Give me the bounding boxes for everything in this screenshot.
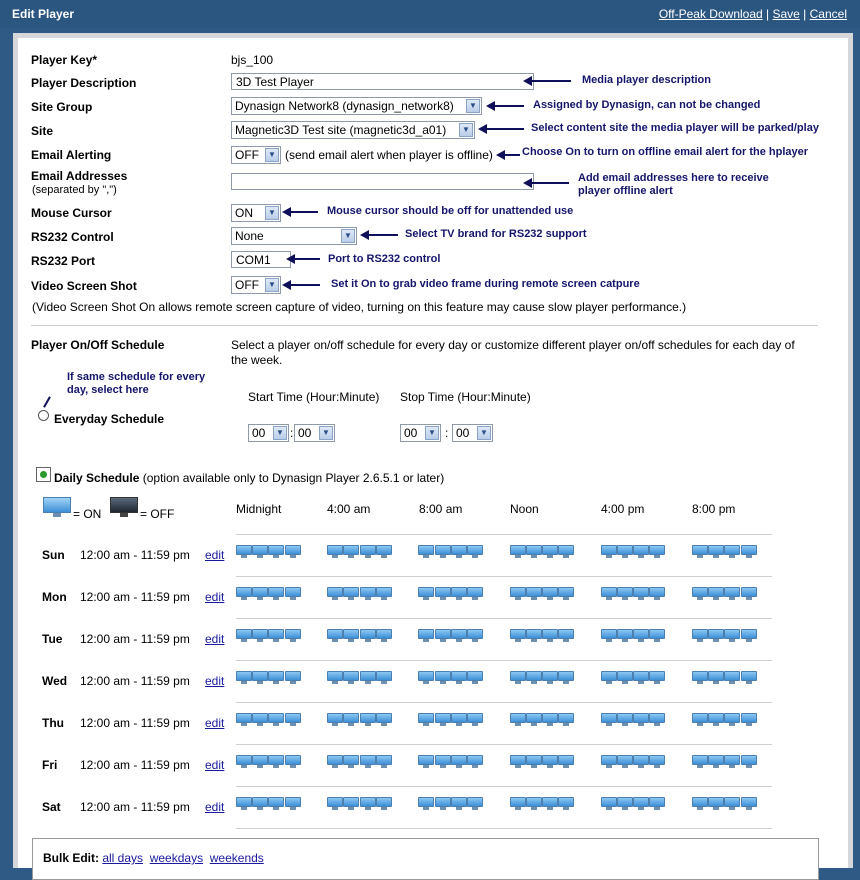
monitor-on-icon[interactable]: [724, 755, 740, 769]
monitor-on-icon[interactable]: [510, 713, 526, 727]
pointer-arrow-icon: [523, 178, 569, 188]
monitor-on-icon[interactable]: [649, 797, 665, 811]
monitor-on-icon[interactable]: [741, 713, 757, 727]
legend-on-label: = ON: [73, 507, 102, 521]
monitor-on-icon[interactable]: [724, 797, 740, 811]
monitor-on-icon[interactable]: [724, 545, 740, 559]
monitor-on-icon[interactable]: [633, 587, 649, 601]
email-addresses-sublabel: (separated by ","): [32, 184, 117, 196]
monitor-on-icon[interactable]: [418, 671, 434, 685]
monitor-on-icon[interactable]: [601, 545, 617, 559]
monitor-on-icon[interactable]: [327, 713, 343, 727]
monitor-on-icon[interactable]: [418, 755, 434, 769]
monitor-on-icon[interactable]: [542, 713, 558, 727]
monitor-on-icon[interactable]: [236, 629, 252, 643]
monitor-on-icon[interactable]: [617, 671, 633, 685]
chevron-down-icon: ▼: [319, 426, 333, 440]
row-separator: [236, 828, 772, 829]
monitor-on-icon[interactable]: [617, 713, 633, 727]
monitor-on-icon[interactable]: [633, 629, 649, 643]
monitor-on-icon[interactable]: [252, 713, 268, 727]
monitor-on-icon[interactable]: [236, 545, 252, 559]
email-addresses-input[interactable]: [231, 173, 534, 190]
monitor-on-icon[interactable]: [418, 797, 434, 811]
row-separator: [236, 534, 772, 535]
day-label: Fri: [42, 758, 58, 772]
pointer-arrow-icon: [486, 101, 524, 111]
mouse-cursor-value: ON: [235, 206, 253, 220]
site-group-select[interactable]: [231, 97, 482, 115]
stop-time-label: Stop Time (Hour:Minute): [400, 390, 531, 404]
stop-hour-select[interactable]: [400, 424, 441, 442]
monitor-on-icon[interactable]: [724, 629, 740, 643]
monitor-on-icon[interactable]: [376, 797, 392, 811]
bulk-edit-label: Bulk Edit:: [43, 851, 99, 865]
pointer-arrow-icon: [523, 76, 571, 86]
player-key-label: Player Key*: [31, 53, 98, 67]
stop-hour-value: 00: [404, 426, 418, 440]
monitor-on-icon[interactable]: [418, 587, 434, 601]
monitor-on-icon[interactable]: [343, 797, 359, 811]
monitor-on-icon[interactable]: [343, 671, 359, 685]
day-label: Wed: [42, 674, 68, 688]
chevron-down-icon: ▼: [341, 229, 355, 243]
day-time-range: 12:00 am - 11:59 pm: [80, 674, 190, 688]
monitor-on-icon[interactable]: [376, 629, 392, 643]
monitor-on-icon[interactable]: [435, 587, 451, 601]
video-screen-shot-info: (Video Screen Shot On allows remote screen capture of video, turning on this feature may cause slow player performance.): [32, 300, 687, 314]
monitor-on-icon[interactable]: [649, 545, 665, 559]
row-separator: [236, 702, 772, 703]
monitor-on-icon[interactable]: [633, 545, 649, 559]
row-separator: [236, 786, 772, 787]
monitor-on-icon[interactable]: [343, 755, 359, 769]
monitor-on-icon[interactable]: [268, 587, 284, 601]
start-minute-value: 00: [298, 426, 312, 440]
monitor-on-icon[interactable]: [708, 671, 724, 685]
day-edit-link[interactable]: edit: [205, 632, 225, 646]
site-group-label: Site Group: [31, 100, 93, 114]
monitor-on-icon[interactable]: [558, 545, 574, 559]
video-screen-shot-note: Set it On to grab video frame during remote screen catpure: [331, 278, 640, 290]
monitor-on-icon[interactable]: [558, 587, 574, 601]
monitor-on-icon[interactable]: [236, 671, 252, 685]
email-alerting-select[interactable]: [231, 146, 281, 164]
bulk-edit-row: [43, 851, 264, 865]
monitor-on-icon[interactable]: [252, 797, 268, 811]
monitor-on-icon[interactable]: [692, 755, 708, 769]
player-description-label: Player Description: [31, 76, 137, 90]
row-separator: [236, 744, 772, 745]
monitor-on-icon[interactable]: [360, 545, 376, 559]
monitor-on-icon[interactable]: [692, 629, 708, 643]
monitor-on-icon[interactable]: [376, 713, 392, 727]
monitor-on-icon[interactable]: [327, 545, 343, 559]
monitor-on-icon[interactable]: [451, 629, 467, 643]
email-addresses-label: Email Addresses: [31, 169, 128, 183]
monitor-on-icon[interactable]: [268, 671, 284, 685]
monitor-on-icon[interactable]: [435, 545, 451, 559]
monitor-on-icon[interactable]: [526, 671, 542, 685]
site-label: Site: [31, 124, 54, 138]
monitor-on-icon[interactable]: [510, 797, 526, 811]
monitor-on-icon[interactable]: [724, 713, 740, 727]
monitor-on-icon[interactable]: [327, 629, 343, 643]
rs232-control-label: RS232 Control: [31, 230, 114, 244]
monitor-on-icon[interactable]: [418, 545, 434, 559]
monitor-on-icon[interactable]: [708, 629, 724, 643]
everyday-note: If same schedule for every day, select here: [67, 371, 206, 396]
chevron-down-icon: ▼: [477, 426, 491, 440]
bulk-edit-weekends-link[interactable]: weekends: [209, 851, 264, 865]
day-time-range: 12:00 am - 11:59 pm: [80, 632, 190, 646]
monitor-on-icon[interactable]: [327, 671, 343, 685]
monitor-on-icon[interactable]: [692, 587, 708, 601]
day-label: Tue: [42, 632, 63, 646]
time-header: 4:00 pm: [601, 502, 645, 516]
day-edit-link[interactable]: edit: [205, 590, 225, 604]
video-screen-shot-select[interactable]: [231, 276, 281, 294]
monitor-on-icon[interactable]: [692, 671, 708, 685]
monitor-on-icon[interactable]: [542, 671, 558, 685]
everyday-schedule-radio[interactable]: [38, 410, 49, 421]
monitor-on-icon[interactable]: [741, 629, 757, 643]
monitor-on-icon[interactable]: [268, 545, 284, 559]
monitor-on-icon[interactable]: [542, 629, 558, 643]
monitor-on-icon[interactable]: [649, 587, 665, 601]
pointer-arrow-icon: [496, 150, 520, 160]
chevron-down-icon: ▼: [273, 426, 287, 440]
monitor-on-icon[interactable]: [268, 755, 284, 769]
monitor-on-icon[interactable]: [268, 797, 284, 811]
monitor-on-icon[interactable]: [741, 797, 757, 811]
chevron-down-icon: ▼: [265, 206, 279, 220]
mouse-cursor-select[interactable]: [231, 204, 281, 222]
off-peak-download-link[interactable]: Off-Peak Download: [658, 7, 763, 21]
cancel-link[interactable]: Cancel: [809, 7, 847, 21]
monitor-on-icon[interactable]: [252, 545, 268, 559]
site-group-note: Assigned by Dynasign, can not be changed: [533, 99, 761, 111]
monitor-on-icon[interactable]: [467, 671, 483, 685]
monitor-on-icon[interactable]: [327, 587, 343, 601]
monitor-on-icon[interactable]: [236, 755, 252, 769]
time-header: 8:00 am: [419, 502, 463, 516]
monitor-on-icon[interactable]: [741, 587, 757, 601]
monitor-on-icon[interactable]: [633, 713, 649, 727]
header-links: Off-Peak Download | Save | Cancel: [658, 7, 847, 21]
monitor-on-icon[interactable]: [285, 545, 301, 559]
monitor-on-icon[interactable]: [343, 713, 359, 727]
monitor-on-icon[interactable]: [617, 797, 633, 811]
everyday-schedule-label: Everyday Schedule: [54, 412, 165, 426]
pointer-arrow-icon: [360, 230, 398, 240]
monitor-on-icon[interactable]: [252, 755, 268, 769]
monitor-on-icon[interactable]: [252, 671, 268, 685]
monitor-on-icon[interactable]: [526, 545, 542, 559]
start-hour-value: 00: [252, 426, 266, 440]
monitor-on-icon[interactable]: [724, 671, 740, 685]
day-edit-link[interactable]: edit: [205, 548, 225, 562]
monitor-on-icon[interactable]: [467, 755, 483, 769]
monitor-on-icon[interactable]: [467, 629, 483, 643]
schedule-label: Player On/Off Schedule: [31, 338, 165, 352]
monitor-on-icon[interactable]: [510, 587, 526, 601]
day-time-range: 12:00 am - 11:59 pm: [80, 800, 190, 814]
monitor-on-icon[interactable]: [558, 671, 574, 685]
monitor-on-icon: [43, 497, 71, 517]
stop-minute-select[interactable]: [452, 424, 493, 442]
pointer-arrow-icon: [282, 207, 318, 217]
chevron-down-icon: ▼: [425, 426, 439, 440]
monitor-on-icon[interactable]: [542, 797, 558, 811]
monitor-on-icon[interactable]: [708, 755, 724, 769]
monitor-on-icon[interactable]: [451, 755, 467, 769]
monitor-on-icon[interactable]: [252, 629, 268, 643]
email-addresses-note: Add email addresses here to receive player offline alert: [578, 172, 769, 197]
day-time-range: 12:00 am - 11:59 pm: [80, 716, 190, 730]
email-alerting-label: Email Alerting: [31, 148, 112, 162]
monitor-on-icon[interactable]: [708, 797, 724, 811]
monitor-on-icon[interactable]: [451, 713, 467, 727]
schedule-description: Select a player on/off schedule for every day or customize different player on/off schedules for each day of the week.: [231, 338, 795, 367]
monitor-on-icon[interactable]: [360, 713, 376, 727]
monitor-on-icon[interactable]: [510, 671, 526, 685]
monitor-on-icon[interactable]: [649, 629, 665, 643]
monitor-on-icon[interactable]: [360, 671, 376, 685]
monitor-on-icon[interactable]: [451, 671, 467, 685]
chevron-down-icon: ▼: [265, 148, 279, 162]
pointer-arrow-icon: [282, 280, 320, 290]
monitor-on-icon[interactable]: [601, 755, 617, 769]
monitor-on-icon[interactable]: [601, 671, 617, 685]
monitor-on-icon[interactable]: [510, 545, 526, 559]
email-alerting-value: OFF: [235, 148, 259, 162]
monitor-on-icon[interactable]: [343, 545, 359, 559]
monitor-on-icon[interactable]: [285, 797, 301, 811]
bulk-edit-weekdays-link[interactable]: weekdays: [149, 851, 204, 865]
monitor-on-icon[interactable]: [376, 587, 392, 601]
daily-schedule-radio[interactable]: [36, 467, 51, 482]
monitor-on-icon[interactable]: [360, 755, 376, 769]
day-label: Mon: [42, 590, 67, 604]
mouse-cursor-note: Mouse cursor should be off for unattended use: [327, 205, 574, 217]
monitor-on-icon[interactable]: [708, 545, 724, 559]
player-description-note: Media player description: [582, 74, 711, 86]
monitor-on-icon[interactable]: [633, 797, 649, 811]
start-hour-select[interactable]: [248, 424, 289, 442]
time-header: Noon: [510, 502, 539, 516]
monitor-on-icon[interactable]: [467, 587, 483, 601]
window-title: Edit Player: [12, 7, 75, 21]
monitor-on-icon[interactable]: [649, 671, 665, 685]
monitor-on-icon[interactable]: [285, 587, 301, 601]
monitor-on-icon[interactable]: [542, 587, 558, 601]
monitor-on-icon[interactable]: [376, 671, 392, 685]
day-label: Sat: [42, 800, 61, 814]
monitor-on-icon[interactable]: [451, 797, 467, 811]
monitor-on-icon[interactable]: [435, 629, 451, 643]
day-time-range: 12:00 am - 11:59 pm: [80, 548, 190, 562]
player-description-input[interactable]: 3D Test Player: [231, 73, 534, 90]
pointer-arrow-icon: [478, 124, 524, 134]
monitor-on-icon[interactable]: [558, 755, 574, 769]
monitor-on-icon[interactable]: [526, 587, 542, 601]
title-bar: [0, 0, 860, 28]
monitor-on-icon[interactable]: [601, 587, 617, 601]
monitor-on-icon[interactable]: [467, 545, 483, 559]
monitor-on-icon[interactable]: [252, 587, 268, 601]
video-screen-shot-value: OFF: [235, 278, 259, 292]
monitor-on-icon[interactable]: [601, 713, 617, 727]
monitor-on-icon[interactable]: [741, 545, 757, 559]
monitor-on-icon[interactable]: [451, 587, 467, 601]
monitor-on-icon[interactable]: [376, 755, 392, 769]
monitor-on-icon[interactable]: [558, 629, 574, 643]
monitor-on-icon[interactable]: [510, 629, 526, 643]
monitor-on-icon[interactable]: [236, 797, 252, 811]
monitor-on-icon[interactable]: [343, 587, 359, 601]
row-separator: [236, 576, 772, 577]
monitor-on-icon[interactable]: [633, 671, 649, 685]
monitor-on-icon[interactable]: [510, 755, 526, 769]
day-edit-link[interactable]: edit: [205, 716, 225, 730]
monitor-on-icon[interactable]: [633, 755, 649, 769]
daily-schedule-label: Daily Schedule: [54, 471, 140, 485]
row-separator: [236, 660, 772, 661]
day-edit-link[interactable]: edit: [205, 674, 225, 688]
monitor-on-icon[interactable]: [467, 797, 483, 811]
day-edit-link[interactable]: edit: [205, 800, 225, 814]
monitor-on-icon[interactable]: [268, 713, 284, 727]
monitor-on-icon[interactable]: [526, 629, 542, 643]
monitor-on-icon[interactable]: [343, 629, 359, 643]
bulk-edit-all-days-link[interactable]: all days: [102, 851, 144, 865]
monitor-on-icon[interactable]: [360, 587, 376, 601]
monitor-on-icon[interactable]: [542, 755, 558, 769]
email-alerting-note: Choose On to turn on offline email alert for the hplayer: [522, 146, 809, 158]
player-key-value: bjs_100: [231, 53, 274, 67]
row-separator: [236, 618, 772, 619]
rs232-control-value: None: [235, 229, 264, 243]
monitor-on-icon[interactable]: [617, 755, 633, 769]
monitor-on-icon[interactable]: [692, 713, 708, 727]
chevron-down-icon: ▼: [459, 123, 473, 137]
day-time-range: 12:00 am - 11:59 pm: [80, 590, 190, 604]
email-alerting-suffix: (send email alert when player is offline): [285, 148, 493, 162]
monitor-on-icon[interactable]: [724, 587, 740, 601]
monitor-on-icon[interactable]: [692, 545, 708, 559]
monitor-on-icon[interactable]: [617, 629, 633, 643]
mouse-cursor-label: Mouse Cursor: [31, 206, 112, 220]
monitor-on-icon[interactable]: [692, 797, 708, 811]
monitor-on-icon[interactable]: [542, 545, 558, 559]
stop-minute-value: 00: [456, 426, 470, 440]
site-value: Magnetic3D Test site (magnetic3d_a01): [235, 123, 447, 137]
monitor-on-icon[interactable]: [327, 755, 343, 769]
rs232-port-note: Port to RS232 control: [328, 253, 441, 265]
site-note: Select content site the media player will be parked/play: [531, 122, 819, 134]
save-link[interactable]: Save: [772, 7, 800, 21]
monitor-on-icon[interactable]: [435, 797, 451, 811]
monitor-on-icon[interactable]: [451, 545, 467, 559]
monitor-on-icon[interactable]: [617, 587, 633, 601]
rs232-control-note: Select TV brand for RS232 support: [405, 228, 587, 240]
rs232-port-label: RS232 Port: [31, 254, 96, 268]
monitor-on-icon[interactable]: [601, 797, 617, 811]
chevron-down-icon: ▼: [265, 278, 279, 292]
monitor-on-icon[interactable]: [741, 671, 757, 685]
monitor-on-icon[interactable]: [418, 629, 434, 643]
site-select[interactable]: [231, 121, 475, 139]
monitor-on-icon[interactable]: [435, 671, 451, 685]
monitor-on-icon[interactable]: [558, 713, 574, 727]
rs232-control-select[interactable]: [231, 227, 357, 245]
daily-schedule-line: [54, 471, 444, 485]
monitor-on-icon[interactable]: [708, 713, 724, 727]
daily-schedule-suffix: (option available only to Dynasign Player 2.6.5.1 or later): [142, 471, 445, 485]
monitor-on-icon[interactable]: [526, 713, 542, 727]
monitor-on-icon[interactable]: [526, 797, 542, 811]
monitor-on-icon[interactable]: [649, 755, 665, 769]
rs232-port-input[interactable]: COM1: [231, 251, 291, 268]
monitor-on-icon[interactable]: [467, 713, 483, 727]
monitor-on-icon[interactable]: [558, 797, 574, 811]
day-label: Thu: [42, 716, 64, 730]
monitor-on-icon[interactable]: [601, 629, 617, 643]
monitor-on-icon[interactable]: [649, 713, 665, 727]
start-time-label: Start Time (Hour:Minute): [248, 390, 380, 404]
day-label: Sun: [42, 548, 65, 562]
monitor-on-icon[interactable]: [285, 713, 301, 727]
legend-off-label: = OFF: [140, 507, 175, 521]
monitor-on-icon[interactable]: [360, 797, 376, 811]
monitor-on-icon[interactable]: [285, 629, 301, 643]
time-header: Midnight: [236, 502, 282, 516]
monitor-on-icon[interactable]: [708, 587, 724, 601]
monitor-on-icon[interactable]: [617, 545, 633, 559]
divider: [31, 325, 818, 326]
chevron-down-icon: ▼: [466, 99, 480, 113]
monitor-on-icon[interactable]: [435, 713, 451, 727]
monitor-on-icon[interactable]: [435, 755, 451, 769]
monitor-on-icon[interactable]: [285, 671, 301, 685]
monitor-on-icon[interactable]: [526, 755, 542, 769]
monitor-on-icon[interactable]: [418, 713, 434, 727]
time-header: 4:00 am: [327, 502, 371, 516]
pointer-arrow-icon: [286, 254, 320, 264]
monitor-on-icon[interactable]: [285, 755, 301, 769]
video-screen-shot-label: Video Screen Shot: [31, 279, 137, 293]
monitor-off-icon: [110, 497, 138, 517]
start-minute-select[interactable]: [294, 424, 335, 442]
time-header: 8:00 pm: [692, 502, 736, 516]
day-edit-link[interactable]: edit: [205, 758, 225, 772]
monitor-on-icon[interactable]: [236, 713, 252, 727]
site-group-value: Dynasign Network8 (dynasign_network8): [235, 99, 454, 113]
monitor-on-icon[interactable]: [360, 629, 376, 643]
monitor-on-icon[interactable]: [268, 629, 284, 643]
monitor-on-icon[interactable]: [327, 797, 343, 811]
monitor-on-icon[interactable]: [236, 587, 252, 601]
day-time-range: 12:00 am - 11:59 pm: [80, 758, 190, 772]
monitor-on-icon[interactable]: [376, 545, 392, 559]
monitor-on-icon[interactable]: [741, 755, 757, 769]
